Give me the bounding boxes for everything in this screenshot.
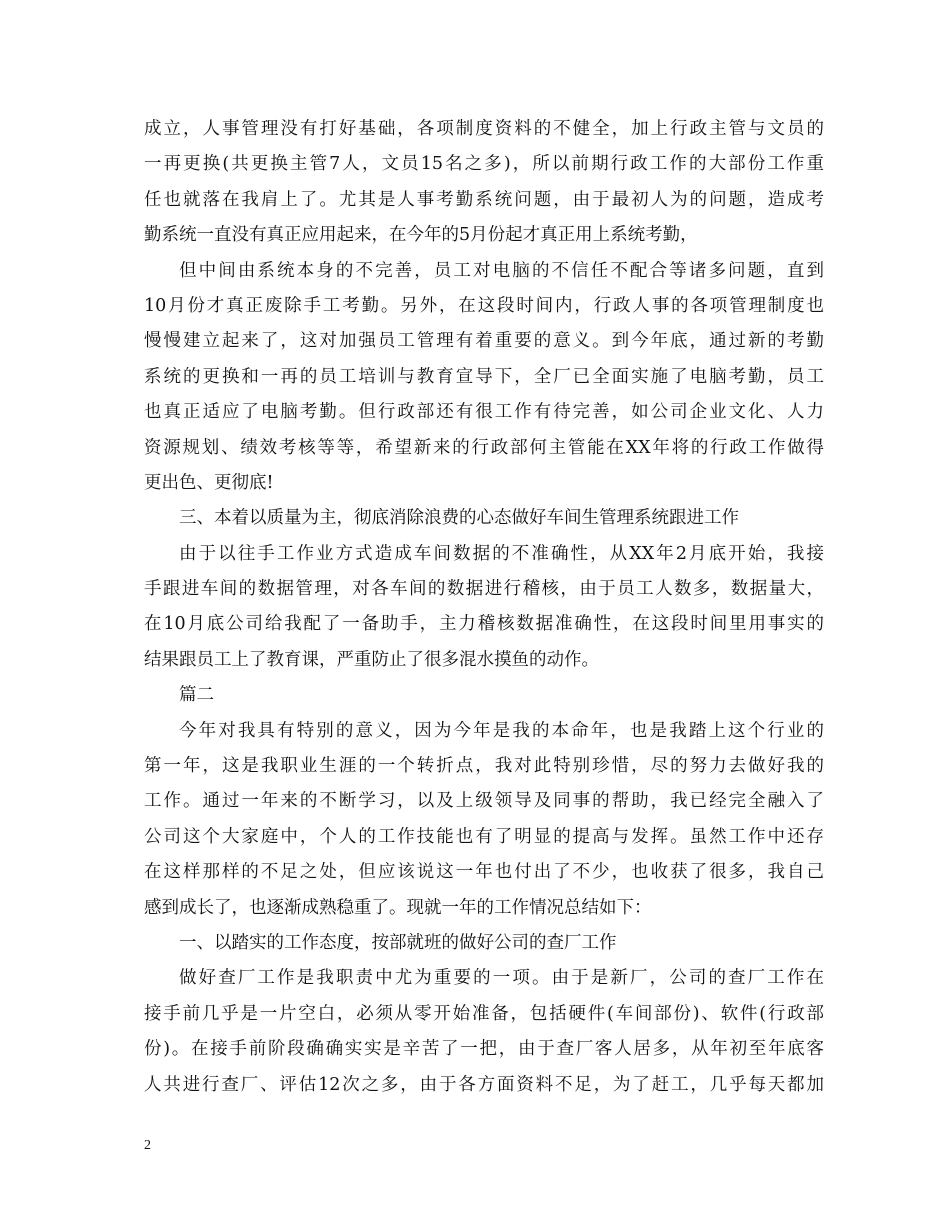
text-line: 份)。在接手前阶段确确实实是辛苦了一把，由于查厂客人居多，从年初至年底客 (144, 1039, 824, 1060)
text-line: 资源规划、绩效考核等等，希望新来的行政部何主管能在XX年将的行政工作做得 (144, 437, 824, 458)
text-line: 手跟进车间的数据管理，对各车间的数据进行稽核，由于员工人数多，数据量大， (144, 579, 824, 600)
text-line: 勤系统一直没有真正应用起来，在今年的5月份起才真正用上系统考勤， (144, 225, 698, 246)
text-line: 结果跟员工上了教育课，严重防止了很多混水摸鱼的动作。 (144, 649, 599, 670)
text-line: 慢慢建立起来了，这对加强员工管理有着重要的意义。到今年底，通过新的考勤 (144, 331, 824, 352)
text-line: 三、本着以质量为主，彻底消除浪费的心态做好车间生管理系统跟进工作 (179, 508, 739, 529)
text-line: 工作。通过一年来的不断学习，以及上级领导及同事的帮助，我已经完全融入了 (144, 791, 824, 812)
text-line: 成立，人事管理没有打好基础，各项制度资料的不健全，加上行政主管与文员的 (144, 119, 824, 139)
text-line: 人共进行查厂、评估12次之多，由于各方面资料不足，为了赶工，几乎每天都加 (144, 1074, 824, 1095)
text-line: 但中间由系统本身的不完善，员工对电脑的不信任不配合等诸多问题，直到 (179, 260, 824, 281)
text-line: 在这样那样的不足之处，但应该说这一年也付出了不少，也收获了很多，我自己 (144, 862, 824, 883)
text-line: 由于以往手工作业方式造成车间数据的不准确性，从XX年2月底开始，我接 (179, 543, 824, 564)
text-line: 一再更换(共更换主管7人，文员15名之多)，所以前期行政工作的大部份工作重 (144, 154, 824, 175)
text-line: 今年对我具有特别的意义，因为今年是我的本命年，也是我踏上这个行业的 (179, 720, 824, 741)
text-line: 感到成长了，也逐渐成熟稳重了。现就一年的工作情况总结如下： (144, 897, 652, 918)
text-line: 公司这个大家庭中，个人的工作技能也有了明显的提高与发挥。虽然工作中还存 (144, 826, 824, 847)
text-line: 任也就落在我肩上了。尤其是人事考勤系统问题，由于最初人为的问题，造成考 (144, 189, 824, 210)
text-line: 第一年，这是我职业生涯的一个转折点，我对此特别珍惜，尽的努力去做好我的 (144, 756, 824, 777)
text-line: 10月份才真正废除手工考勤。另外，在这段时间内，行政人事的各项管理制度也 (144, 295, 824, 316)
page-number: 2 (144, 1138, 151, 1153)
text-line: 系统的更换和一再的员工培训与教育宣导下，全厂已全面实施了电脑考勤，员工 (144, 366, 824, 387)
text-line: 也真正适应了电脑考勤。但行政部还有很工作有待完善，如公司企业文化、人力 (144, 402, 824, 423)
text-line: 在10月底公司给我配了一备助手，主力稽核数据准确性，在这段时间里用事实的 (144, 614, 824, 635)
text-line: 篇二 (179, 685, 214, 706)
text-line: 接手前几乎是一片空白，必须从零开始准备，包括硬件(车间部份)、软件(行政部 (144, 1003, 824, 1024)
document-body (144, 112, 824, 1103)
text-line: 做好查厂工作是我职责中尤为重要的一项。由于是新厂，公司的查厂工作在 (179, 968, 824, 989)
text-line: 更出色、更彻底! (144, 472, 274, 493)
text-line: 一、以踏实的工作态度，按部就班的做好公司的查厂工作 (179, 932, 617, 953)
